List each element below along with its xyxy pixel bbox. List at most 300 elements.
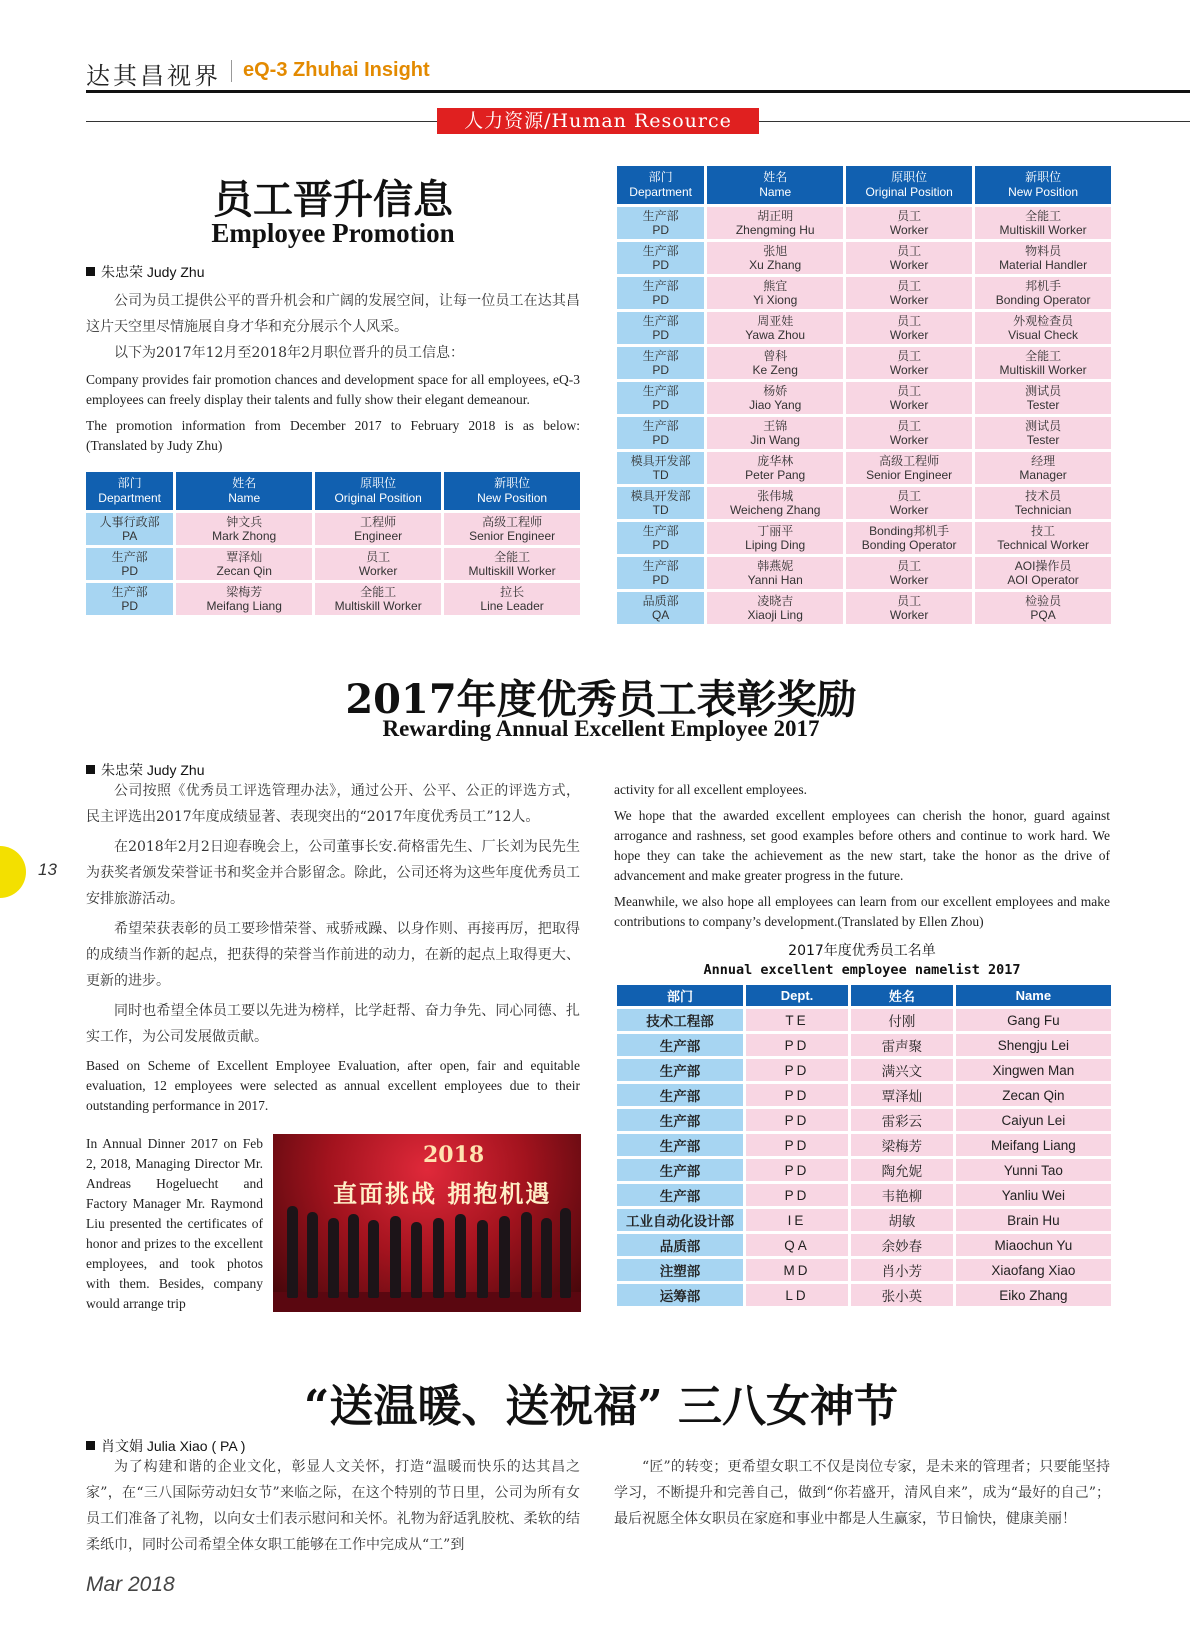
column-header-cn: 原职位 <box>360 476 397 490</box>
namelist-caption-cn: 2017年度优秀员工名单 <box>788 943 936 959</box>
cell-orig <box>315 513 441 545</box>
cell-dept-en: PD <box>652 363 669 377</box>
cell-orig-en: Worker <box>358 564 398 578</box>
namelist-dept: 注塑部 <box>617 1259 743 1281</box>
excellent-author <box>86 760 204 780</box>
namelist-code: TE <box>746 1009 848 1031</box>
womens-day-left-col <box>86 1454 580 1558</box>
cell-name-en: Xu Zhang <box>749 258 802 272</box>
cell-dept-cn: 模具开发部 <box>630 489 691 503</box>
table-row <box>617 522 1111 554</box>
namelist-dept: 生产部 <box>617 1084 743 1106</box>
column-header <box>315 472 441 510</box>
cell-new-cn: 测试员 <box>1025 384 1062 398</box>
cell-name-cn: 凌晓吉 <box>757 594 794 608</box>
namelist-name-en: Miaochun Yu <box>956 1234 1111 1256</box>
promotion-intro <box>86 288 580 456</box>
cell-dept <box>617 312 704 344</box>
table-row <box>617 487 1111 519</box>
photo-person <box>328 1218 339 1298</box>
cell-new-en: Manager <box>1019 468 1067 482</box>
namelist-name-en: Xiaofang Xiao <box>956 1259 1111 1281</box>
namelist-row <box>617 1009 1111 1031</box>
cell-name-cn: 韩燕妮 <box>757 559 794 573</box>
cell-dept-cn: 生产部 <box>642 384 679 398</box>
cell-new-en: Visual Check <box>1008 328 1078 342</box>
bullet-square-icon <box>86 267 95 276</box>
namelist-name-en: Caiyun Lei <box>956 1109 1111 1131</box>
namelist-row <box>617 1134 1111 1156</box>
cell-orig <box>846 312 972 344</box>
namelist-dept: 品质部 <box>617 1234 743 1256</box>
namelist-name-en: Xingwen Man <box>956 1059 1111 1081</box>
cell-orig-en: Worker <box>889 258 929 272</box>
cell-new-cn: 物料员 <box>1025 244 1062 258</box>
column-header <box>617 166 704 204</box>
namelist-dept: 生产部 <box>617 1034 743 1056</box>
table-row <box>617 277 1111 309</box>
column-header-en: Department <box>98 491 161 505</box>
excellent-body-en <box>614 780 1110 932</box>
cell-new-cn: 测试员 <box>1025 419 1062 433</box>
cell-new-en: Line Leader <box>480 599 544 613</box>
column-header-en: New Position <box>1008 185 1079 199</box>
namelist-name-en: Meifang Liang <box>956 1134 1111 1156</box>
cell-name <box>707 557 843 589</box>
cell-dept <box>86 513 173 545</box>
cell-dept <box>617 242 704 274</box>
cell-dept <box>617 277 704 309</box>
cell-new-cn: 全能工 <box>494 550 531 564</box>
promotion-author-name: 朱忠荣 Judy Zhu <box>101 264 205 280</box>
cell-name-en: Meifang Liang <box>206 599 282 613</box>
namelist-row <box>617 1159 1111 1181</box>
photo-person <box>560 1208 571 1298</box>
cell-dept-cn: 生产部 <box>642 349 679 363</box>
cell-dept <box>617 487 704 519</box>
bullet-square-icon <box>86 1441 95 1450</box>
cell-orig <box>846 522 972 554</box>
cell-dept <box>617 592 704 624</box>
namelist-header: 部门 <box>617 985 743 1006</box>
cell-orig-cn: 员工 <box>897 594 922 608</box>
cell-dept <box>617 382 704 414</box>
column-header-en: Department <box>629 185 692 199</box>
cell-name-cn: 曾科 <box>763 349 788 363</box>
cell-name <box>176 513 312 545</box>
cell-orig-cn: 全能工 <box>360 585 397 599</box>
cell-orig-cn: 员工 <box>897 209 922 223</box>
cell-dept-en: PD <box>652 223 669 237</box>
section-tag: 人力资源/Human Resource <box>437 108 759 134</box>
table-row <box>617 452 1111 484</box>
cell-new-en: Bonding Operator <box>995 293 1091 307</box>
excellent-para-en-2: In Annual Dinner 2017 on Feb 2, 2018, Managing Director Mr. Andreas Hogeluecht and Factory Manager Mr. Raymond Liu presented the certificates of honor and prizes to the excellent employees, and took photos with them. Besides, company would arrange trip <box>86 1136 263 1311</box>
cell-new-cn: AOI操作员 <box>1014 559 1072 573</box>
cell-new-en: Multiskill Worker <box>999 223 1087 237</box>
table-row <box>617 347 1111 379</box>
cell-name-en: Xiaoji Ling <box>747 608 803 622</box>
cell-dept-en: PD <box>652 293 669 307</box>
namelist-name-cn: 覃泽灿 <box>851 1084 953 1106</box>
cell-name <box>707 312 843 344</box>
promotion-author <box>86 262 204 282</box>
cell-name-en: Ke Zeng <box>752 363 798 377</box>
column-header <box>846 166 972 204</box>
cell-new-en: AOI Operator <box>1007 573 1079 587</box>
cell-new <box>975 277 1111 309</box>
namelist-row <box>617 1259 1111 1281</box>
cell-new <box>975 382 1111 414</box>
namelist-code: PD <box>746 1109 848 1131</box>
cell-dept <box>617 557 704 589</box>
namelist-name-en: Yunni Tao <box>956 1159 1111 1181</box>
promotion-para-en-1: Company provides fair promotion chances and development space for all employees, eQ-3 employees can freely display their talents and fully show their elegant demeanour. <box>86 372 580 407</box>
namelist-name-en: Eiko Zhang <box>956 1284 1111 1306</box>
womens-day-title: “送温暖、送祝福” 三八女神节 <box>304 1381 898 1432</box>
cell-new <box>444 548 580 580</box>
photo-person <box>307 1212 318 1298</box>
namelist-name-cn: 满兴文 <box>851 1059 953 1081</box>
promotion-title-cn: 员工晋升信息 <box>213 176 453 223</box>
cell-orig-en: Worker <box>889 503 929 517</box>
cell-new-cn: 全能工 <box>1025 209 1062 223</box>
magazine-title-cn: 达其昌视界 <box>86 62 221 90</box>
namelist-dept: 生产部 <box>617 1134 743 1156</box>
cell-name-cn: 胡正明 <box>757 209 794 223</box>
namelist-row <box>617 1284 1111 1306</box>
excellent-para-en-1: Based on Scheme of Excellent Employee Evaluation, after open, fair and equitable evaluation, 12 employees were selected as annual excellent employees due to their outstanding performance in 2017. <box>86 1058 580 1113</box>
magazine-title-en: eQ-3 Zhuhai Insight <box>243 59 430 81</box>
cell-dept-cn: 生产部 <box>642 209 679 223</box>
cell-new-cn: 邦机手 <box>1025 279 1062 293</box>
table-row <box>86 548 580 580</box>
cell-orig <box>846 557 972 589</box>
cell-new-en: Technician <box>1014 503 1072 517</box>
column-header-en: Name <box>228 491 261 505</box>
cell-name <box>176 583 312 615</box>
header-separator <box>231 60 232 82</box>
photo-person <box>433 1218 444 1298</box>
award-ceremony-photo <box>273 1134 581 1312</box>
cell-orig-cn: Bonding邦机手 <box>869 524 950 538</box>
bullet-square-icon <box>86 765 95 774</box>
cell-dept-cn: 生产部 <box>642 244 679 258</box>
photo-person <box>477 1220 488 1298</box>
cell-new <box>975 242 1111 274</box>
cell-name-cn: 梁梅芳 <box>226 585 263 599</box>
cell-orig-cn: 员工 <box>897 559 922 573</box>
cell-name-en: Zecan Qin <box>216 564 272 578</box>
column-header-cn: 部门 <box>648 170 673 184</box>
promotion-title-en: Employee Promotion <box>211 218 455 248</box>
womens-day-para-right: “匠”的转变；更希望女职工不仅是岗位专家，是未来的管理者；只要能坚持学习，不断提升和完善自己，做到“你若盛开，清风自来”，成为“最好的自己”；最后祝愿全体女职员在家庭和事业中都是人生赢家，节日愉快，健康美丽！ <box>614 1459 1110 1527</box>
cell-new-en: Technical Worker <box>997 538 1089 552</box>
column-header-en: Original Position <box>865 185 953 199</box>
page-number: 13 <box>38 860 57 879</box>
cell-orig-en: Worker <box>889 328 929 342</box>
cell-dept-cn: 生产部 <box>642 559 679 573</box>
cell-dept-en: PD <box>652 573 669 587</box>
cell-new <box>975 557 1111 589</box>
cell-dept-en: PD <box>121 599 138 613</box>
namelist-code: IE <box>746 1209 848 1231</box>
cell-new-cn: 拉长 <box>500 585 525 599</box>
excellent-para-cn-4: 同时也希望全体员工要以先进为榜样，比学赶帮、奋力争先、同心同德、扎实工作，为公司发展做贡献。 <box>86 1003 580 1045</box>
cell-new <box>975 312 1111 344</box>
promotion-para-en-2: The promotion information from December 2017 to February 2018 is as below: (Translated by Judy Zhu) <box>86 418 580 453</box>
cell-name-cn: 钟文兵 <box>226 515 263 529</box>
column-header <box>86 472 173 510</box>
cell-dept <box>617 452 704 484</box>
namelist-header: 姓名 <box>851 985 953 1006</box>
cell-new-en: Multiskill Worker <box>468 564 556 578</box>
cell-new <box>975 452 1111 484</box>
excellent-title-cn: 2017年度优秀员工表彰奖励 <box>345 676 857 723</box>
namelist-name-cn: 雷彩云 <box>851 1109 953 1131</box>
photo-person <box>455 1214 466 1298</box>
cell-name <box>707 417 843 449</box>
cell-orig-cn: 员工 <box>897 314 922 328</box>
cell-orig-cn: 工程师 <box>360 515 397 529</box>
cell-dept-en: PD <box>121 564 138 578</box>
namelist-code: PD <box>746 1134 848 1156</box>
table-row <box>617 417 1111 449</box>
cell-name-en: Jin Wang <box>750 433 800 447</box>
column-header-cn: 姓名 <box>232 476 257 490</box>
cell-orig-en: Bonding Operator <box>861 538 957 552</box>
cell-orig <box>846 207 972 239</box>
cell-name-en: Weicheng Zhang <box>729 503 821 517</box>
photo-banner-slogan: 直面挑战 拥抱机遇 <box>333 1179 552 1208</box>
column-header <box>975 166 1111 204</box>
namelist-name-cn: 肖小芳 <box>851 1259 953 1281</box>
cell-orig <box>846 417 972 449</box>
namelist-code: PD <box>746 1059 848 1081</box>
cell-new-cn: 技工 <box>1031 524 1056 538</box>
cell-dept-en: TD <box>652 468 669 482</box>
cell-name-cn: 丁丽平 <box>757 524 794 538</box>
cell-dept-en: TD <box>652 503 669 517</box>
cell-orig <box>846 592 972 624</box>
namelist-name-en: Shengju Lei <box>956 1034 1111 1056</box>
cell-name-cn: 张旭 <box>763 244 788 258</box>
excellent-para-en-2-wrap <box>86 1134 263 1314</box>
namelist-code: PD <box>746 1184 848 1206</box>
excellent-title-en: Rewarding Annual Excellent Employee 2017 <box>382 716 820 741</box>
cell-dept-en: PD <box>652 398 669 412</box>
column-header-cn: 原职位 <box>891 170 928 184</box>
column-header <box>444 472 580 510</box>
cell-new-en: Tester <box>1026 398 1060 412</box>
namelist-name-cn: 胡敏 <box>851 1209 953 1231</box>
cell-new <box>975 522 1111 554</box>
namelist-dept: 技术工程部 <box>617 1009 743 1031</box>
cell-new <box>975 417 1111 449</box>
excellent-author-name: 朱忠荣 Judy Zhu <box>101 762 205 778</box>
excellent-para-cn-2: 在2018年2月2日迎春晚会上，公司董事长安.荷格雷先生、厂长刘为民先生为获奖者颁发荣誉证书和奖金并合影留念。除此，公司还将为这些年度优秀员工安排旅游活动。 <box>86 839 580 907</box>
cell-name <box>707 522 843 554</box>
photo-person <box>499 1216 510 1298</box>
photo-banner-year: 2018 <box>423 1142 485 1168</box>
header-rule <box>86 90 1190 93</box>
namelist-name-en: Gang Fu <box>956 1009 1111 1031</box>
cell-orig-en: Senior Engineer <box>866 468 953 482</box>
cell-orig-cn: 员工 <box>897 279 922 293</box>
cell-dept-en: PD <box>652 258 669 272</box>
cell-name <box>707 207 843 239</box>
cell-orig-en: Worker <box>889 223 929 237</box>
cell-dept <box>617 207 704 239</box>
cell-orig-cn: 员工 <box>897 489 922 503</box>
namelist-row <box>617 1184 1111 1206</box>
namelist-name-cn: 陶允妮 <box>851 1159 953 1181</box>
namelist-code: PD <box>746 1159 848 1181</box>
cell-dept-cn: 生产部 <box>642 419 679 433</box>
promotion-para-cn-2: 以下为2017年12月至2018年2月职位晋升的员工信息： <box>114 345 464 361</box>
cell-orig-cn: 员工 <box>366 550 391 564</box>
cell-name-cn: 杨娇 <box>763 384 788 398</box>
namelist-name-cn: 雷声聚 <box>851 1034 953 1056</box>
cell-orig-en: Worker <box>889 293 929 307</box>
table-row <box>86 583 580 615</box>
womens-day-para-left: 为了构建和谐的企业文化，彰显人文关怀，打造“温暖而快乐的达其昌之家”，在“三八国际劳动妇女节”来临之际，在这个特别的节日里，公司为所有女员工们准备了礼物，以向女士们表示慰问和关怀。礼物为舒适乳胶枕、柔软的结柔纸巾，同时公司希望全体女职工能够在工作中完成从“工”到 <box>86 1459 580 1553</box>
cell-new-cn: 全能工 <box>1025 349 1062 363</box>
excellent-para-en-3: We hope that the awarded excellent employees can cherish the honor, guard against arrogance and rashness, set good examples before others and continue to work hard. We hope they can take the achievement as the new start, take the honor as the drive of advancement and make greater progress in the future. <box>614 808 1110 883</box>
cell-orig-cn: 员工 <box>897 419 922 433</box>
cell-orig-cn: 员工 <box>897 244 922 258</box>
cell-dept-cn: 品质部 <box>642 594 679 608</box>
namelist-name-cn: 付刚 <box>851 1009 953 1031</box>
cell-new-cn: 经理 <box>1031 454 1056 468</box>
column-header <box>707 166 843 204</box>
cell-name <box>707 382 843 414</box>
cell-orig <box>846 242 972 274</box>
cell-name <box>707 592 843 624</box>
cell-new-cn: 高级工程师 <box>482 515 543 529</box>
cell-dept-cn: 模具开发部 <box>630 454 691 468</box>
cell-new-en: PQA <box>1030 608 1056 622</box>
cell-name-en: Jiao Yang <box>749 398 802 412</box>
photo-person <box>521 1212 532 1298</box>
cell-orig <box>846 487 972 519</box>
excellent-para-cn-3: 希望荣获表彰的员工要珍惜荣誉、戒骄戒躁、以身作则、再接再厉，把取得的成绩当作新的起点，把获得的荣誉当作前进的动力，在新的起点上取得更大、更新的进步。 <box>86 921 580 989</box>
cell-orig-cn: 员工 <box>897 349 922 363</box>
cell-orig <box>315 548 441 580</box>
photo-person <box>541 1218 552 1298</box>
cell-orig <box>846 382 972 414</box>
cell-new-en: Material Handler <box>999 258 1088 272</box>
promotion-para-cn-1: 公司为员工提供公平的晋升机会和广阔的发展空间，让每一位员工在达其昌这片天空里尽情施展自身才华和充分展示个人风采。 <box>86 293 580 335</box>
photo-person <box>411 1222 422 1298</box>
cell-name <box>707 487 843 519</box>
cell-name-en: Yanni Han <box>747 573 803 587</box>
column-header-cn: 新职位 <box>1025 170 1062 184</box>
namelist-header: Name <box>956 985 1111 1006</box>
womens-day-right-col <box>614 1454 1110 1532</box>
cell-dept-en: PD <box>652 538 669 552</box>
cell-orig <box>846 347 972 379</box>
table-row <box>617 557 1111 589</box>
namelist-dept: 生产部 <box>617 1059 743 1081</box>
namelist-table <box>614 982 1114 1309</box>
column-header-en: Original Position <box>334 491 422 505</box>
photo-stage <box>273 1292 581 1312</box>
namelist-row <box>617 1109 1111 1131</box>
cell-new <box>975 592 1111 624</box>
table-row <box>617 207 1111 239</box>
namelist-name-cn: 张小英 <box>851 1284 953 1306</box>
namelist-row <box>617 1234 1111 1256</box>
cell-name-en: Peter Pang <box>745 468 806 482</box>
photo-person <box>368 1220 379 1298</box>
cell-name-cn: 庞华林 <box>757 454 794 468</box>
cell-orig-cn: 高级工程师 <box>879 454 940 468</box>
cell-new <box>444 583 580 615</box>
cell-name-en: Yawa Zhou <box>745 328 806 342</box>
namelist-code: QA <box>746 1234 848 1256</box>
cell-orig <box>846 452 972 484</box>
womens-day-author-name: 肖文娟 Julia Xiao ( PA ) <box>101 1438 246 1454</box>
excellent-para-en-2b: activity for all excellent employees. <box>614 782 808 797</box>
cell-name <box>707 347 843 379</box>
namelist-row <box>617 1034 1111 1056</box>
namelist-name-en: Zecan Qin <box>956 1084 1111 1106</box>
cell-orig-en: Multiskill Worker <box>334 599 422 613</box>
cell-new-cn: 外观检查员 <box>1013 314 1074 328</box>
cell-dept-cn: 人事行政部 <box>99 515 160 529</box>
cell-orig-en: Worker <box>889 363 929 377</box>
issue-date: Mar 2018 <box>86 1573 175 1596</box>
cell-dept <box>617 417 704 449</box>
cell-dept-en: PA <box>122 529 138 543</box>
cell-name-en: Zhengming Hu <box>735 223 815 237</box>
photo-person <box>390 1216 401 1298</box>
photo-person <box>287 1206 298 1298</box>
cell-name <box>176 548 312 580</box>
cell-name-en: Liping Ding <box>745 538 806 552</box>
namelist-header: Dept. <box>746 985 848 1006</box>
cell-name-cn: 周亚娃 <box>757 314 794 328</box>
namelist-name-cn: 余妙春 <box>851 1234 953 1256</box>
cell-dept <box>617 347 704 379</box>
cell-dept-cn: 生产部 <box>642 524 679 538</box>
column-header-cn: 新职位 <box>494 476 531 490</box>
column-header-en: Name <box>759 185 792 199</box>
table-row <box>617 312 1111 344</box>
cell-orig-en: Engineer <box>354 529 403 543</box>
cell-dept-cn: 生产部 <box>642 314 679 328</box>
cell-orig-en: Worker <box>889 433 929 447</box>
cell-new <box>975 207 1111 239</box>
cell-dept-en: PD <box>652 433 669 447</box>
cell-new-en: Senior Engineer <box>469 529 556 543</box>
namelist-name-cn: 梁梅芳 <box>851 1134 953 1156</box>
cell-orig-en: Worker <box>889 398 929 412</box>
cell-new <box>975 347 1111 379</box>
cell-orig-en: Worker <box>889 608 929 622</box>
cell-orig <box>315 583 441 615</box>
cell-new <box>975 487 1111 519</box>
cell-name-cn: 覃泽灿 <box>226 550 263 564</box>
cell-new-cn: 检验员 <box>1025 594 1062 608</box>
excellent-para-cn-1: 公司按照《优秀员工评选管理办法》，通过公开、公平、公正的评选方式，民主评选出2017年度成绩显著、表现突出的“2017年度优秀员工”12人。 <box>86 783 580 825</box>
namelist-dept: 生产部 <box>617 1109 743 1131</box>
cell-dept <box>86 583 173 615</box>
namelist-row <box>617 1209 1111 1231</box>
cell-orig-en: Worker <box>889 573 929 587</box>
namelist-dept: 工业自动化设计部 <box>617 1209 743 1231</box>
